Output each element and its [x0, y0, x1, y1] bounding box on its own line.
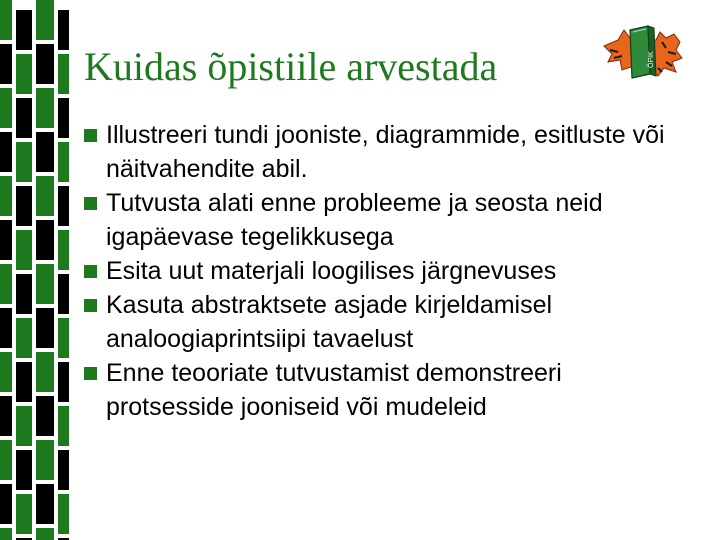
checker-cell: [0, 440, 12, 480]
checker-cell: [36, 308, 54, 348]
checker-cell: [58, 406, 69, 446]
checker-cell: [16, 362, 32, 402]
book-and-tiger-logo-icon: [600, 18, 684, 82]
checker-cell: [36, 396, 54, 436]
bullet-item: [84, 288, 684, 356]
checker-cell: [0, 220, 12, 260]
square-bullet-icon: [84, 367, 97, 380]
square-bullet-icon: [84, 299, 97, 312]
checkered-side-band: [0, 0, 70, 540]
bullet-item: [84, 118, 684, 186]
checker-cell: [36, 44, 54, 84]
checker-cell: [0, 308, 12, 348]
checker-cell: [36, 132, 54, 172]
bullet-text: Illustreeri tundi jooniste, diagrammide, esitluste või näitvahendite abil.: [106, 121, 665, 183]
bullet-item: [84, 186, 684, 254]
checker-cell: [58, 230, 69, 270]
checker-cell: [0, 528, 12, 540]
checker-cell: [58, 274, 69, 314]
checker-cell: [58, 10, 69, 50]
checker-cell: [36, 220, 54, 260]
checker-cell: [0, 44, 12, 84]
checker-cell: [16, 450, 32, 490]
checker-cell: [16, 406, 32, 446]
square-bullet-icon: [84, 265, 97, 278]
checker-cell: [36, 0, 54, 40]
checker-cell: [0, 396, 12, 436]
square-bullet-icon: [84, 197, 97, 210]
checker-cell: [0, 132, 12, 172]
checker-cell: [0, 352, 12, 392]
checker-cell: [36, 176, 54, 216]
checker-cell: [0, 484, 12, 524]
checker-cell: [16, 318, 32, 358]
bullet-item: [84, 356, 684, 424]
checker-cell: [36, 484, 54, 524]
slide-title: Kuidas õpistiile arvestada: [84, 44, 498, 89]
checker-cell: [58, 494, 69, 534]
bullet-list: [84, 118, 684, 424]
checker-cell: [58, 186, 69, 226]
checker-cell: [16, 494, 32, 534]
checker-cell: [36, 440, 54, 480]
bullet-text: Esita uut materjali loogilises järgnevuses: [106, 257, 557, 285]
checker-cell: [16, 274, 32, 314]
bullet-item: [84, 254, 684, 288]
checker-cell: [58, 318, 69, 358]
checker-cell: [58, 54, 69, 94]
checker-cell: [36, 88, 54, 128]
checker-cell: [0, 88, 12, 128]
checker-cell: [16, 10, 32, 50]
checker-cell: [0, 176, 12, 216]
bullet-text: Kasuta abstraktsete asjade kirjeldamisel analoogiaprintsiipi tavaelust: [106, 291, 553, 353]
checker-cell: [16, 54, 32, 94]
checker-cell: [36, 352, 54, 392]
checker-cell: [36, 264, 54, 304]
checker-cell: [16, 186, 32, 226]
checker-cell: [0, 0, 12, 40]
checker-cell: [0, 264, 12, 304]
checker-cell: [58, 450, 69, 490]
bullet-text: Enne teooriate tutvustamist demonstreeri protsesside jooniseid või mudeleid: [106, 359, 562, 421]
checker-cell: [16, 142, 32, 182]
checker-cell: [58, 362, 69, 402]
logo-spine-text: ÕPIK: [648, 51, 655, 68]
checker-cell: [16, 98, 32, 138]
checker-cell: [36, 528, 54, 540]
square-bullet-icon: [84, 129, 97, 142]
checker-cell: [16, 230, 32, 270]
checker-cell: [58, 142, 69, 182]
bullet-text: Tutvusta alati enne probleeme ja seosta neid igapäevase tegelikkusega: [106, 189, 603, 251]
checker-cell: [58, 98, 69, 138]
